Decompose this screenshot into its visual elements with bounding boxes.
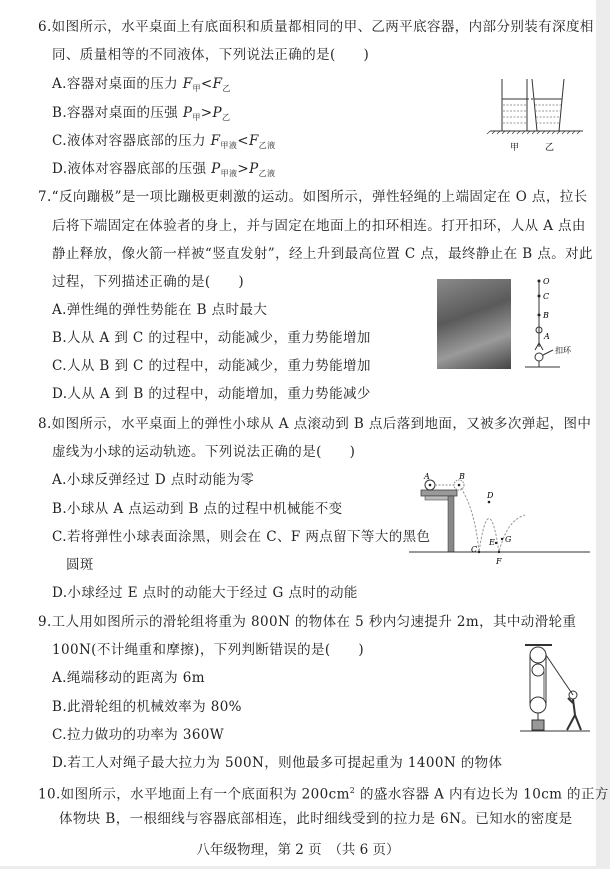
option-text: D.液体对容器底部的压强 (52, 161, 212, 177)
q6-option-b[interactable] (52, 104, 230, 127)
subscript: 甲液 (220, 141, 238, 150)
label-f: F (496, 557, 502, 566)
var: P (212, 105, 222, 121)
q7-stem-line4: 过程，下列描述正确的是( ) (52, 274, 245, 290)
q9-option-b[interactable]: B.此滑轮组的机械效率为 80% (52, 699, 242, 715)
q6-containers-figure (445, 75, 595, 160)
q8-option-c-cont: 圆斑 (66, 557, 94, 573)
label-c: C (543, 292, 550, 301)
q9-option-d[interactable]: D.若工人对绳子最大拉力为 500N，则他最多可提起重为 1400N 的物体 (52, 755, 503, 771)
q9-pulley-figure (515, 640, 595, 740)
page-footer: 八年级物理，第 2 页 （共 6 页） (196, 842, 400, 858)
q7-option-a[interactable]: A.弹性绳的弹性势能在 B 点时最大 (52, 302, 268, 318)
option-text: A.容器对桌面的压力 (52, 76, 183, 92)
var: F (212, 76, 223, 92)
q8-option-a[interactable]: A.小球反弹经过 D 点时动能为零 (52, 472, 255, 488)
label-e: E (489, 538, 495, 547)
q9-option-a[interactable]: A.绳端移动的距离为 6m (52, 670, 205, 686)
q7-option-d[interactable]: D.人从 A 到 B 的过程中，动能增加，重力势能减少 (52, 386, 371, 402)
subscript: 甲 (192, 113, 201, 122)
subscript: 甲液 (220, 169, 238, 178)
text: 10.如图所示，水平地面上有一个底面积为 200cm (38, 786, 350, 803)
var: P (211, 161, 221, 177)
superscript: 2 (349, 786, 356, 795)
q6-option-c[interactable] (52, 132, 276, 155)
label-yi: 乙 (545, 143, 555, 153)
var: F (248, 133, 259, 149)
operator: > (237, 161, 250, 177)
label-g: G (505, 535, 512, 544)
var: F (210, 133, 221, 149)
option-text: B.容器对桌面的压强 (52, 105, 183, 121)
operator: > (200, 105, 213, 121)
subscript: 甲 (192, 84, 201, 93)
q9-stem-line1: 9.工人用如图所示的滑轮组将重为 800N 的物体在 5 秒内匀速提升 2m，其中动滑轮重 (38, 614, 577, 630)
label-jia: 甲 (510, 143, 520, 153)
label-c: C (471, 545, 478, 554)
q8-bouncing-ball-figure (385, 470, 595, 570)
q8-option-c[interactable]: C.若将弹性小球表面涂黑，则会在 C、F 两点留下等大的黑色 (52, 529, 431, 545)
var: P (182, 105, 193, 121)
q6-stem-line2: 同、质量相等的不同液体，下列说法正确的是( ) (52, 47, 370, 63)
q7-bungee-diagram (520, 275, 595, 375)
q6-option-a[interactable] (52, 75, 231, 98)
label-buckle: 扣环 (555, 346, 571, 355)
var: F (182, 76, 193, 92)
subscript: 乙 (222, 113, 231, 122)
label-d: D (487, 491, 494, 500)
q10-stem-line2: 体物块 B，一根细线与容器底部相连，此时细线受到的拉力是 6N。已知水的密度是 (59, 811, 573, 827)
operator: < (237, 133, 249, 149)
label-a: A (544, 332, 550, 341)
q7-option-c[interactable]: C.人从 B 到 C 的过程中，动能减少，重力势能增加 (52, 358, 371, 374)
q6-option-d[interactable] (52, 160, 275, 183)
text: 的盛水容器 A 内有边长为 10cm 的正方 (355, 786, 609, 803)
q8-option-b[interactable]: B.小球从 A 点运动到 B 点的过程中机械能不变 (52, 501, 343, 517)
q7-option-b[interactable]: B.人从 A 到 C 的过程中，动能减少，重力势能增加 (52, 330, 371, 346)
q9-stem-line2: 100N(不计绳重和摩擦)，下列判断错误的是( ) (52, 642, 365, 658)
label-a: A (424, 472, 430, 481)
q8-option-d[interactable]: D.小球经过 E 点时的动能大于经过 G 点时的动能 (52, 585, 358, 601)
q7-stem-line3: 静止释放，像火箭一样被“竖直发射”，经上升到最高位置 C 点，最终静止在 B 点。对此 (52, 246, 593, 262)
bungee-photo (437, 279, 511, 369)
q8-stem-line2: 虚线为小球的运动轨迹。下列说法正确的是( ) (52, 444, 356, 460)
label-b: B (543, 311, 549, 320)
option-text: C.液体对容器底部的压力 (52, 133, 211, 149)
q7-stem-line2: 后将下端固定在体验者的身上，并与固定在地面上的扣环相连。打开扣环，人从 A 点由 (52, 218, 586, 234)
subscript: 乙液 (258, 141, 276, 150)
q9-option-c[interactable]: C.拉力做功的功率为 360W (52, 727, 225, 743)
label-b: B (459, 472, 465, 481)
subscript: 乙 (222, 84, 231, 93)
q8-stem-line1: 8.如图所示，水平桌面上的弹性小球从 A 点滚动到 B 点后落到地面，又被多次弹起，图中 (38, 416, 592, 432)
q10-stem-line1 (38, 782, 609, 804)
operator: < (200, 76, 213, 92)
var: P (249, 161, 259, 177)
q7-stem-line1: 7.“反向蹦极”是一项比蹦极更刺激的运动。如图所示，弹性轻绳的上端固定在 O 点，拉长 (38, 189, 588, 205)
label-o: O (543, 277, 550, 286)
q6-stem-line1: 6.如图所示，水平桌面上有底面积和质量都相同的甲、乙两平底容器，内部分别装有深度相 (38, 19, 594, 35)
subscript: 乙液 (258, 169, 276, 178)
